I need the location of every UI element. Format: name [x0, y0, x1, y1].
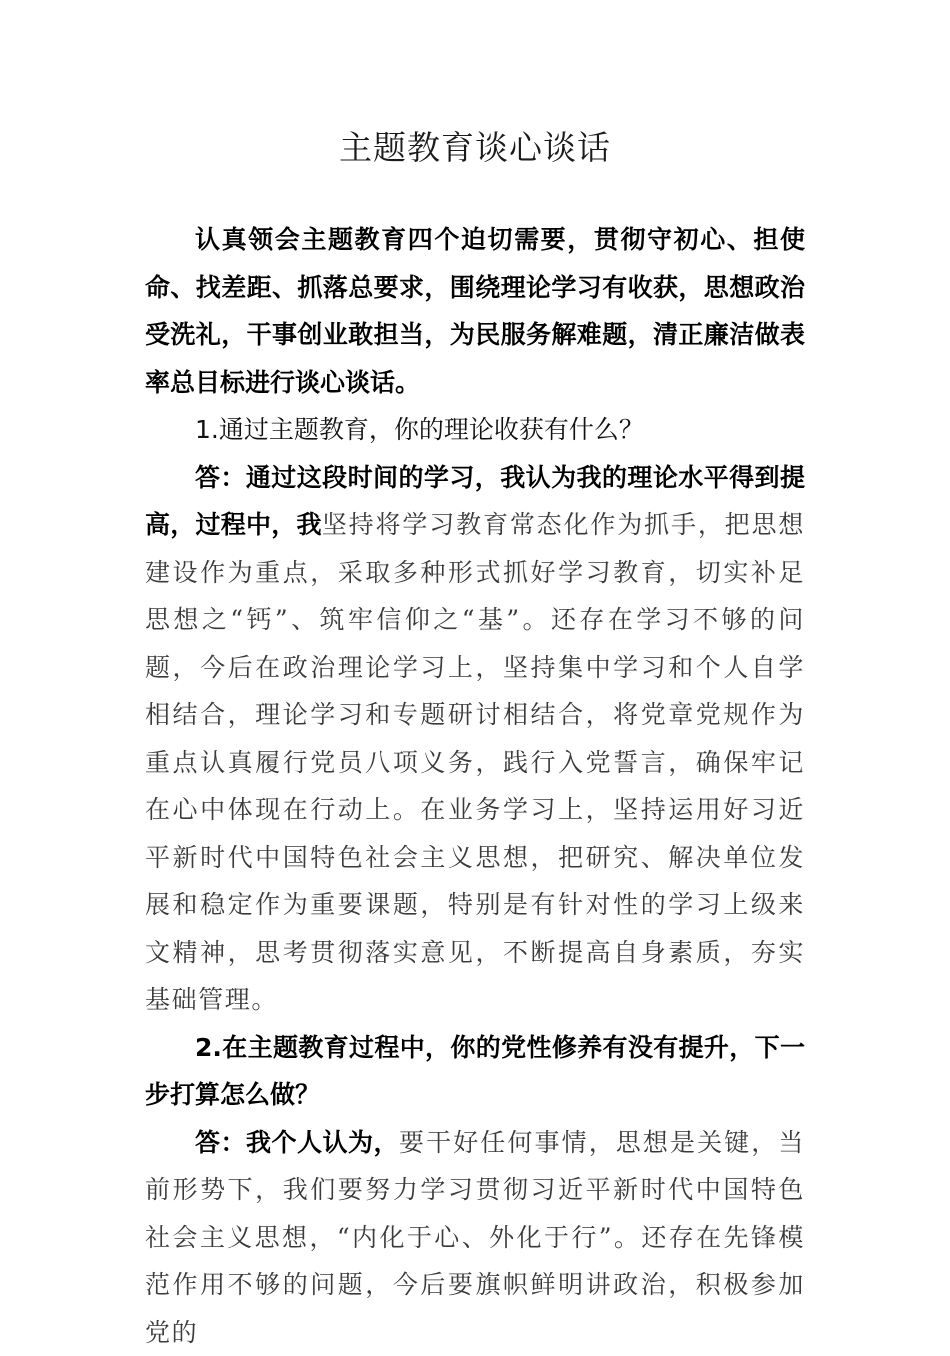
- answer-1-paragraph: [145, 454, 805, 1024]
- answer-2-body: 要干好任何事情，思想是关键，当前形势下，我们要努力学习贯彻习近平新时代中国特色社会主义思想，“内化于心、外化于行”。还存在先锋模范作用不够的问题，今后要旗帜鲜明讲政治，积极参加党的: [145, 1128, 805, 1347]
- document-title: 主题教育谈心谈话: [0, 122, 950, 174]
- question-2: 2.在主题教育过程中，你的党性修养有没有提升，下一步打算怎么做？: [145, 1024, 805, 1119]
- document-body: [145, 216, 805, 1356]
- intro-paragraph: 认真领会主题教育四个迫切需要，贯彻守初心、担使命、找差距、抓落总要求，围绕理论学习有收获，思想政治受洗礼，干事创业敢担当，为民服务解难题，清正廉洁做表率总目标进行谈心谈话。: [145, 216, 805, 406]
- answer-1-lead: 答：通过这段时间的学习，我认为我的理论水平得到提高，过程中，我: [145, 463, 805, 540]
- answer-1-body: 坚持将学习教育常态化作为抓手，把思想建设作为重点，采取多种形式抓好学习教育，切实补足思想之“钙”、筑牢信仰之“基”。还存在学习不够的问题，今后在政治理论学习上，坚持集中学习和个人自学相结合，理论学习和专题研讨相结合，将党章党规作为重点认真履行党员八项义务，践行入党誓言，确保牢记在心中体现在行动上。在业务学习上，坚持运用好习近平新时代中国特色社会主义思想，把研究、解决单位发展和稳定作为重要课题，特别是有针对性的学习上级来文精神，思考贯彻落实意见，不断提高自身素质，夯实基础管理。: [145, 510, 805, 1014]
- question-1: 1.通过主题教育，你的理论收获有什么？: [145, 406, 805, 454]
- answer-2-paragraph: [145, 1119, 805, 1356]
- answer-2-lead: 答：我个人认为，: [195, 1128, 399, 1157]
